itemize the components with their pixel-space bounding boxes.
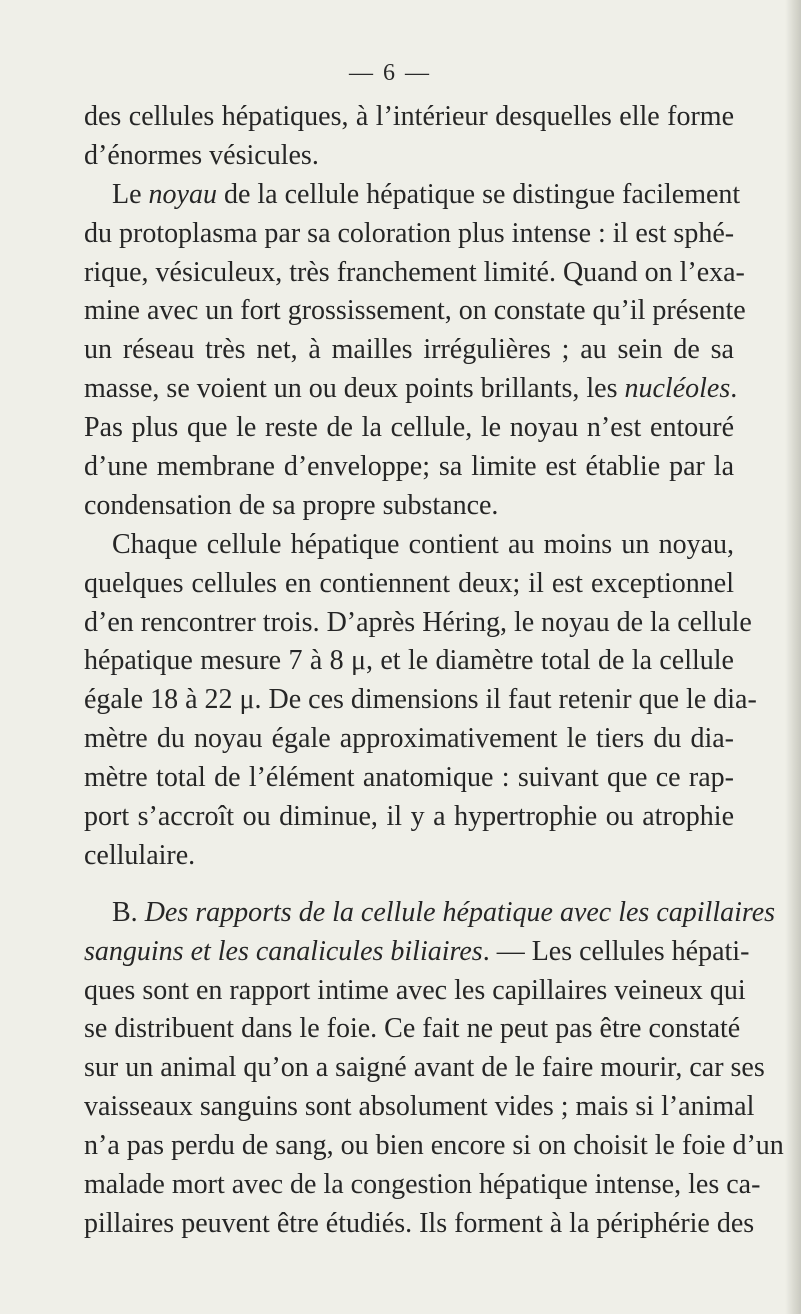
text-line: d’énormes vésicules. [84, 139, 319, 171]
text-line: n’a pas perdu de sang, ou bien encore si on choisit le foie d’un [84, 1130, 784, 1162]
text-line: ques sont en rapport intime avec les capillaires veineux qui [84, 974, 746, 1006]
text-line [84, 176, 741, 215]
page-edge-shadow [785, 0, 801, 1314]
text-line: mine avec un fort grossissement, on constate qu’il présente [84, 295, 746, 327]
text-line: rique, vésiculeux, très franchement limité. Quand on l’exa- [84, 256, 745, 288]
text-line: port s’accroît ou diminue, il y a hypertrophie ou atrophie [84, 801, 734, 833]
text-run: masse, se voient un ou deux points brillants, les [84, 373, 625, 405]
page-number: — 6 — [349, 60, 431, 86]
text-line: pillaires peuvent être étudiés. Ils forment à la périphérie des [84, 1207, 755, 1239]
text-line: mètre du noyau égale approximativement le tiers du dia- [84, 723, 734, 755]
italic-run: Des rapports de la cellule hépatique avec les capillaires [144, 896, 776, 928]
text-run: de la cellule hépatique se distingue facilement [216, 178, 741, 210]
text-run: Le [112, 178, 149, 210]
text-line: quelques cellules en contiennent deux; il est exceptionnel [84, 567, 734, 599]
body-text [84, 98, 784, 1244]
text-line: malade mort avec de la congestion hépatique intense, les ca- [84, 1169, 761, 1201]
text-line: sur un animal qu’on a saigné avant de le faire mourir, car ses [84, 1052, 765, 1084]
text-line: vaisseaux sanguins sont absolument vides ; mais si l’animal [84, 1091, 755, 1123]
text-run: B. [112, 896, 145, 928]
italic-run: sanguins et les canalicules biliaires [84, 935, 483, 967]
text-line: cellulaire. [84, 839, 196, 871]
text-line: un réseau très net, à mailles irrégulières ; au sein de sa [84, 334, 734, 366]
text-line: se distribuent dans le foie. Ce fait ne peut pas être constaté [84, 1013, 741, 1045]
text-run: . — Les cellules hépati- [482, 935, 750, 967]
text-line: d’une membrane d’enveloppe; sa limite est établie par la [84, 451, 734, 483]
text-line: d’en rencontrer trois. D’après Héring, le noyau de la cellule [84, 606, 752, 638]
text-run: . [730, 373, 738, 405]
paragraph-gap [84, 876, 734, 894]
text-line: égale 18 à 22 μ. De ces dimensions il faut retenir que le dia- [84, 684, 757, 716]
text-line [84, 894, 776, 933]
italic-run: nucléoles [624, 373, 731, 405]
text-line: condensation de sa propre substance. [84, 489, 499, 521]
text-line [84, 933, 750, 972]
text-line: Pas plus que le reste de la cellule, le noyau n’est entouré [84, 412, 734, 444]
text-line: du protoplasma par sa coloration plus intense : il est sphé- [84, 217, 735, 249]
text-line: Chaque cellule hépatique contient au moins un noyau, [112, 528, 734, 560]
text-line: hépatique mesure 7 à 8 μ, et le diamètre total de la cellule [84, 645, 734, 677]
text-line [84, 370, 738, 409]
text-line: des cellules hépatiques, à l’intérieur desquelles elle forme [84, 101, 734, 132]
italic-run: noyau [148, 178, 217, 210]
text-line: mètre total de l’élément anatomique : suivant que ce rap- [84, 762, 734, 794]
